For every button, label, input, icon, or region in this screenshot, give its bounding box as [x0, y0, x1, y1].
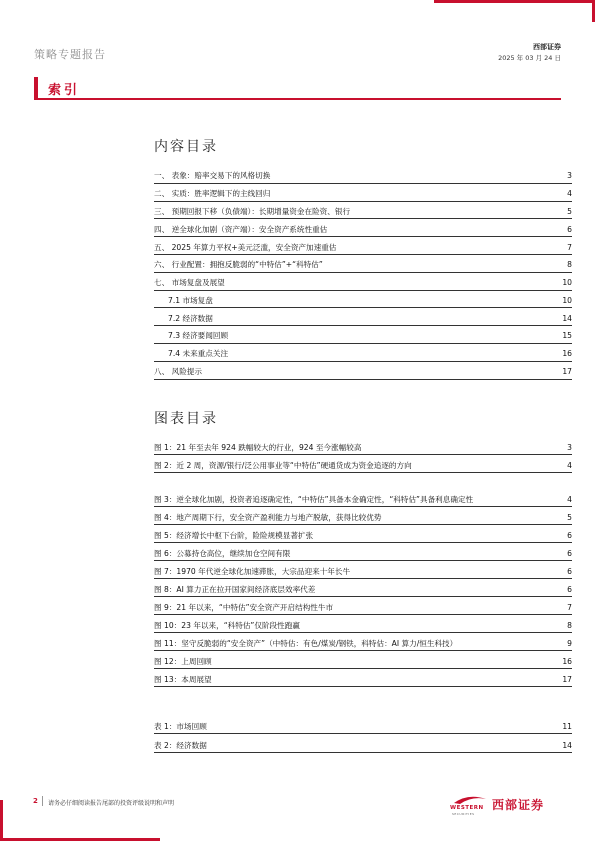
figure-entry-label: 图 6：公募持仓高位，继续加仓空间有限	[154, 548, 291, 558]
western-securities-logo	[450, 793, 565, 817]
figure-entry-label: 图 2：近 2 周，资源/银行/泛公用事业等“中特估”硬通货成为资金追逐的方向	[154, 460, 412, 470]
toc-heading: 内容目录	[154, 139, 218, 155]
table-entry-page: 11	[562, 721, 572, 731]
logo-subtitle: SECURITIES	[452, 812, 475, 816]
figures-heading: 图表目录	[154, 411, 218, 427]
figure-entry-page: 5	[567, 512, 572, 522]
toc-entry-label: 7.1 市场复盘	[168, 295, 213, 305]
figure-entry[interactable]	[154, 437, 572, 455]
figure-entry-label: 图 10：23 年以来，“科特估”仅阶段性跑赢	[154, 620, 300, 630]
figure-entry[interactable]	[154, 633, 572, 651]
figure-entry-label: 图 11：坚守反脆弱的“安全资产”（中特估：有色/煤炭/钢铁，科特估：AI 算力/恒生科技）	[154, 638, 458, 648]
figure-entry-page: 9	[567, 638, 572, 648]
figure-entry-page: 8	[567, 620, 572, 630]
toc-entry-page: 4	[567, 189, 572, 199]
figure-entry[interactable]	[154, 561, 572, 579]
brand-name: 西部证券	[533, 43, 561, 51]
toc-entry[interactable]	[154, 219, 572, 237]
toc-entry-label: 八、 风险提示	[154, 367, 202, 377]
figure-entry-page: 4	[567, 460, 572, 470]
report-type: 策略专题报告	[34, 48, 106, 61]
table-entry-label: 表 2：经济数据	[154, 740, 207, 750]
toc-entry-page: 16	[562, 349, 572, 359]
figure-entry[interactable]	[154, 597, 572, 615]
toc-entry-page: 17	[562, 367, 572, 377]
toc-entry-page: 6	[567, 224, 572, 234]
section-title: 索引	[48, 83, 81, 98]
toc-entry-page: 7	[567, 242, 572, 252]
toc-entry[interactable]	[154, 255, 572, 273]
figure-entry-label: 图 5：经济增长中枢下台阶，险险规模显著扩张	[154, 530, 314, 540]
figure-entry-page: 3	[567, 442, 572, 452]
section-header-bar	[34, 77, 561, 100]
footer-page-number: 2	[33, 797, 38, 805]
table-entry-page: 14	[562, 740, 572, 750]
toc-entry[interactable]	[154, 273, 572, 291]
toc-entry[interactable]	[154, 326, 572, 344]
toc-entry[interactable]	[154, 308, 572, 326]
figure-entry[interactable]	[154, 669, 572, 687]
figure-entry-page: 7	[567, 602, 572, 612]
toc-list	[154, 166, 572, 380]
figure-entry-label: 图 12：上周回顾	[154, 656, 212, 666]
toc-entry-label: 六、 行业配置：拥抱反脆弱的“中特估”+“科特估”	[154, 260, 323, 270]
toc-entry-page: 8	[567, 260, 572, 270]
figure-entry-page: 6	[567, 530, 572, 540]
toc-entry[interactable]	[154, 344, 572, 362]
figure-entry[interactable]	[154, 525, 572, 543]
toc-entry-page: 10	[562, 295, 572, 305]
figure-entry-label: 图 1：21 年至去年 924 跌幅较大的行业，924 至今涨幅较高	[154, 442, 362, 452]
footer-separator	[42, 796, 43, 806]
toc-entry-page: 14	[562, 313, 572, 323]
toc-entry-label: 7.4 未来重点关注	[168, 349, 229, 359]
tables-list	[154, 715, 572, 753]
toc-entry[interactable]	[154, 184, 572, 202]
figures-list	[154, 437, 572, 687]
report-date: 2025 年 03 月 24 日	[498, 54, 561, 62]
figure-entry-page: 16	[562, 656, 572, 666]
toc-entry-label: 七、 市场复盘及展望	[154, 278, 225, 288]
logo-english: WESTERN	[450, 805, 484, 811]
table-entry[interactable]	[154, 734, 572, 753]
figure-entry[interactable]	[154, 473, 572, 507]
figure-entry[interactable]	[154, 507, 572, 525]
toc-entry[interactable]	[154, 291, 572, 309]
figure-entry-label: 图 8：AI 算力正在拉开国家间经济底层效率代差	[154, 584, 316, 594]
toc-entry-label: 三、 预期回报下移（负债端）：长期增量资金在险资、银行	[154, 206, 351, 216]
figure-entry-page: 17	[562, 674, 572, 684]
figure-entry-label: 图 13：本周展望	[154, 674, 212, 684]
figure-entry-page: 6	[567, 584, 572, 594]
toc-entry-page: 3	[567, 171, 572, 181]
toc-entry-page: 5	[567, 206, 572, 216]
toc-entry-label: 四、 逆全球化加剧（资产端）：安全资产系统性重估	[154, 224, 328, 234]
figure-entry-label: 图 3：逆全球化加剧，投资者追逐确定性，“中特估”具备本金确定性，“科特估”具备利息确定性	[154, 494, 474, 504]
toc-entry[interactable]	[154, 166, 572, 184]
toc-entry-label: 五、 2025 年算力平权+美元泛滥，安全资产加速重估	[154, 242, 337, 252]
corner-decoration-top-right	[434, 0, 595, 22]
figure-entry-label: 图 9：21 年以来，“中特估”安全资产开启结构性牛市	[154, 602, 334, 612]
figure-entry-label: 图 4：地产周期下行，安全资产盈利能力与地产脱敏，获得比较优势	[154, 512, 382, 522]
toc-entry-label: 二、 实质：胜率逻辑下的主线回归	[154, 189, 271, 199]
figure-entry-page: 6	[567, 548, 572, 558]
figure-entry-page: 6	[567, 566, 572, 576]
toc-entry[interactable]	[154, 202, 572, 220]
toc-entry-label: 7.3 经济要闻回顾	[168, 331, 229, 341]
figure-entry[interactable]	[154, 579, 572, 597]
table-entry-label: 表 1：市场回顾	[154, 721, 207, 731]
figure-entry[interactable]	[154, 543, 572, 561]
logo-chinese: 西部证券	[492, 798, 545, 812]
table-entry[interactable]	[154, 715, 572, 734]
toc-entry-label: 7.2 经济数据	[168, 313, 213, 323]
footer-disclaimer: 请务必仔细阅读报告尾部的投资评级说明和声明	[48, 800, 175, 807]
figure-entry[interactable]	[154, 615, 572, 633]
figure-entry-label: 图 7：1970 年代逆全球化加速滞胀，大宗品迎来十年长牛	[154, 566, 351, 576]
toc-entry-label: 一、 表象：赔率交易下的风格切换	[154, 171, 271, 181]
toc-entry[interactable]	[154, 362, 572, 380]
toc-entry-page: 15	[562, 331, 572, 341]
figure-entry[interactable]	[154, 651, 572, 669]
figure-entry-page: 4	[567, 494, 572, 504]
toc-entry[interactable]	[154, 237, 572, 255]
toc-entry-page: 10	[562, 278, 572, 288]
figure-entry[interactable]	[154, 455, 572, 473]
